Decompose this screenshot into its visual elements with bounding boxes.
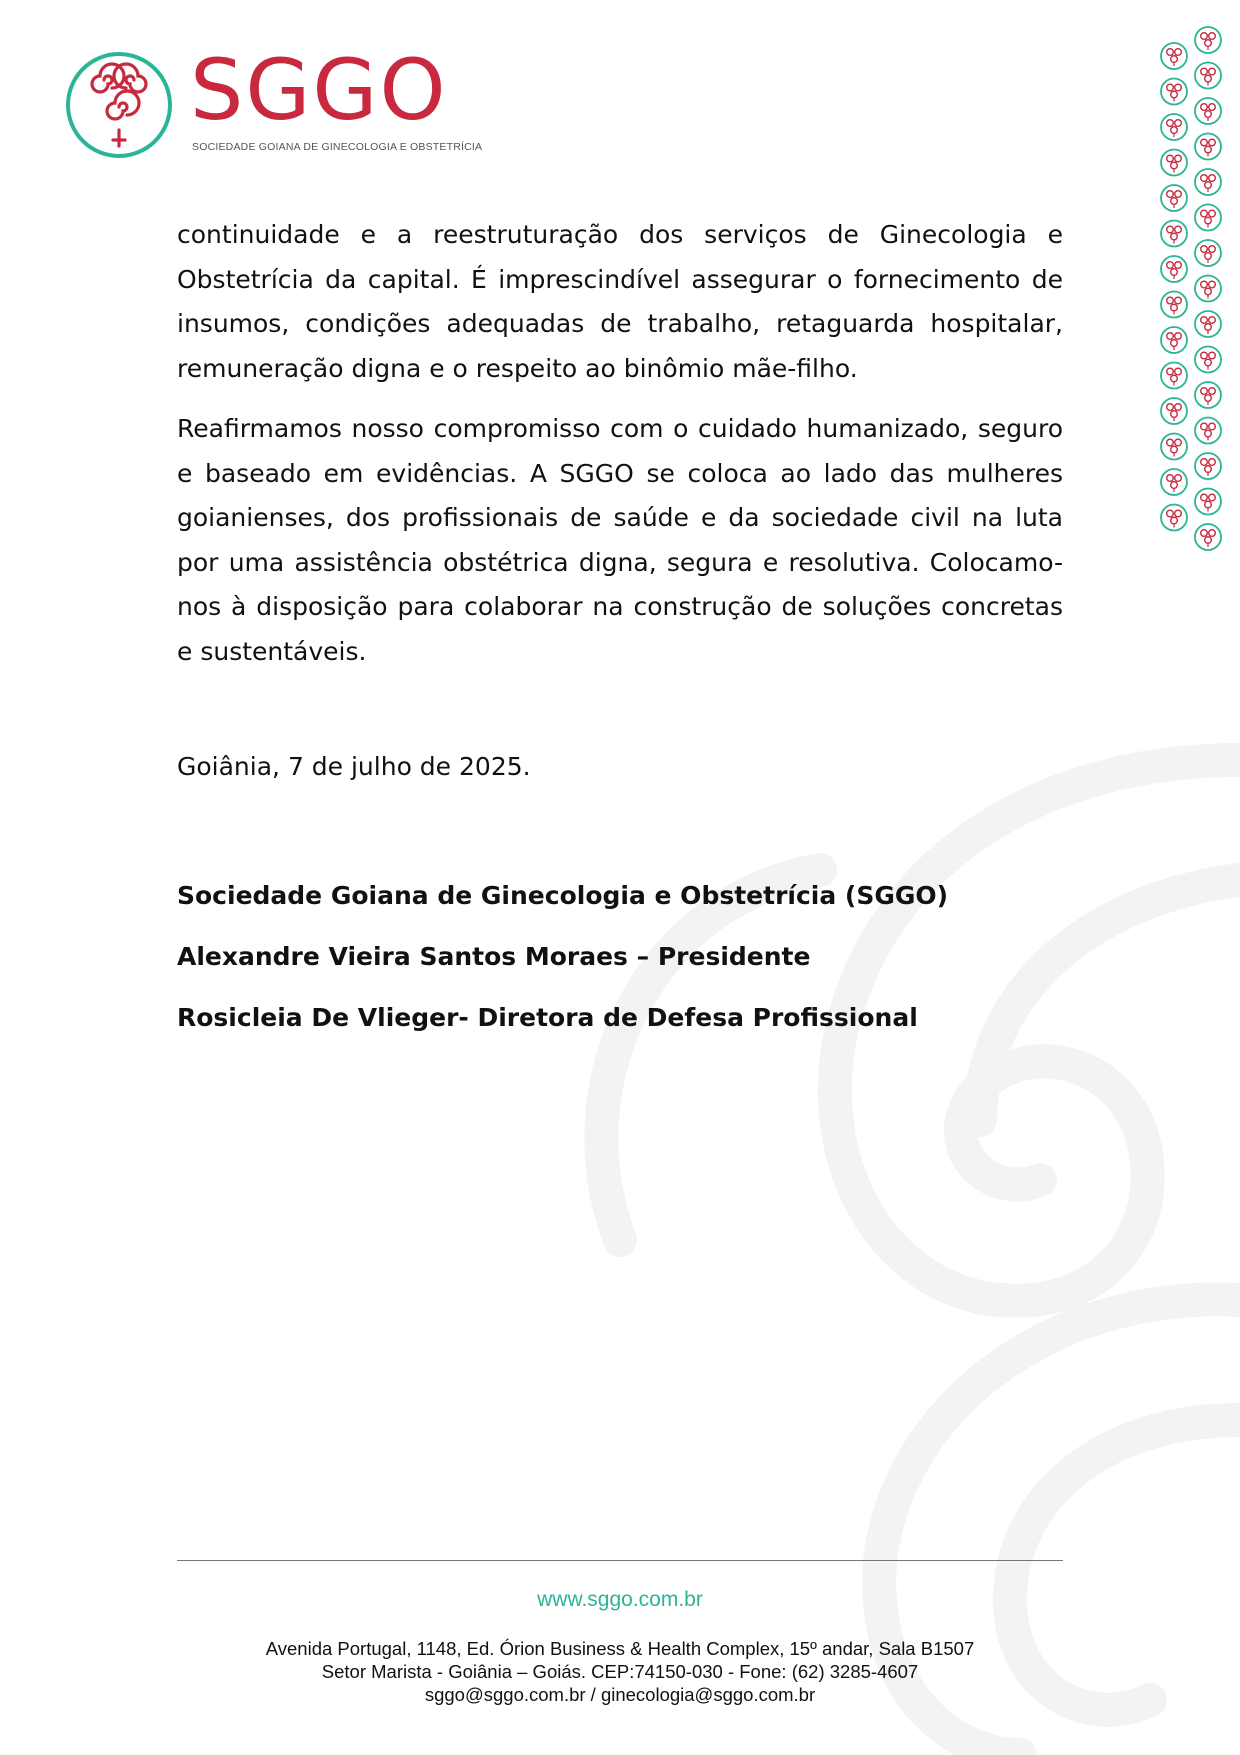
signature-organization: Sociedade Goiana de Ginecologia e Obstetrícia (SGGO)	[177, 881, 949, 910]
flower-icon	[1195, 63, 1221, 89]
flower-icon	[1161, 292, 1187, 318]
flower-icon	[1195, 98, 1221, 124]
logo-wordmark: SGGO	[190, 41, 448, 139]
flower-icon	[1195, 453, 1221, 479]
flower-icon	[1161, 398, 1187, 424]
date-line: Goiânia, 7 de julho de 2025.	[177, 752, 531, 781]
footer-address-line-2: Setor Marista - Goiânia – Goiás. CEP:74150-030 - Fone: (62) 3285-4607	[321, 1661, 919, 1682]
flower-icon	[1161, 79, 1187, 105]
footer-address-line-1: Avenida Portugal, 1148, Ed. Órion Business & Health Complex, 15º andar, Sala B1507	[265, 1638, 975, 1659]
flower-icon	[1195, 240, 1221, 266]
flower-icon	[1195, 489, 1221, 515]
spiral-female-symbol-icon	[64, 50, 174, 160]
sggo-logo	[64, 41, 514, 165]
logo-subtitle: SOCIEDADE GOIANA DE GINECOLOGIA E OBSTETRÍCIA	[192, 141, 483, 153]
flower-icon	[1161, 256, 1187, 282]
flower-icon	[1161, 150, 1187, 176]
signature-director: Rosicleia De Vlieger- Diretora de Defesa Profissional	[177, 1003, 918, 1032]
flower-icon	[1161, 221, 1187, 247]
flower-icon	[1195, 205, 1221, 231]
flower-icon	[1161, 327, 1187, 353]
flower-icon	[1161, 185, 1187, 211]
flower-icon	[1195, 134, 1221, 160]
flower-icon	[1195, 347, 1221, 373]
flower-icon	[1195, 27, 1221, 53]
flower-icon	[1161, 505, 1187, 531]
paragraph: continuidade e a reestruturação dos serviços de Ginecologia e Obstetrícia da capital. É imprescindível assegurar o fornecimento de insumos, condições adequadas de trabalho, retaguarda hospitalar, remuneração digna e o respeito ao binômio mãe-filho.	[177, 220, 1063, 383]
flower-icon	[1161, 43, 1187, 69]
flower-icon	[1161, 114, 1187, 140]
footer-emails[interactable]: sggo@sggo.com.br / ginecologia@sggo.com.br	[424, 1684, 816, 1705]
flower-icon	[1161, 434, 1187, 460]
paragraph: Reafirmamos nosso compromisso com o cuidado humanizado, seguro e baseado em evidências. A SGGO se coloca ao lado das mulheres goianienses, dos profissionais de saúde e da sociedade civil na luta por uma assistência obstétrica digna, segura e resolutiva. Colocamo-nos à disposição para colaborar na construção de soluções concretas e sustentáveis.	[177, 414, 1063, 666]
footer-divider	[177, 1560, 1063, 1561]
decorative-flower-column	[1156, 24, 1226, 554]
flower-icon	[1195, 169, 1221, 195]
footer-website-link[interactable]: www.sggo.com.br	[537, 1588, 703, 1611]
flower-icon	[1195, 524, 1221, 550]
flower-icon	[1195, 311, 1221, 337]
flower-icon	[1195, 418, 1221, 444]
flower-icon	[1161, 363, 1187, 389]
flower-icon	[1161, 469, 1187, 495]
flower-icon	[1195, 276, 1221, 302]
flower-icon	[1195, 382, 1221, 408]
letter-body	[177, 213, 1063, 690]
signature-president: Alexandre Vieira Santos Moraes – Presidente	[177, 942, 811, 971]
